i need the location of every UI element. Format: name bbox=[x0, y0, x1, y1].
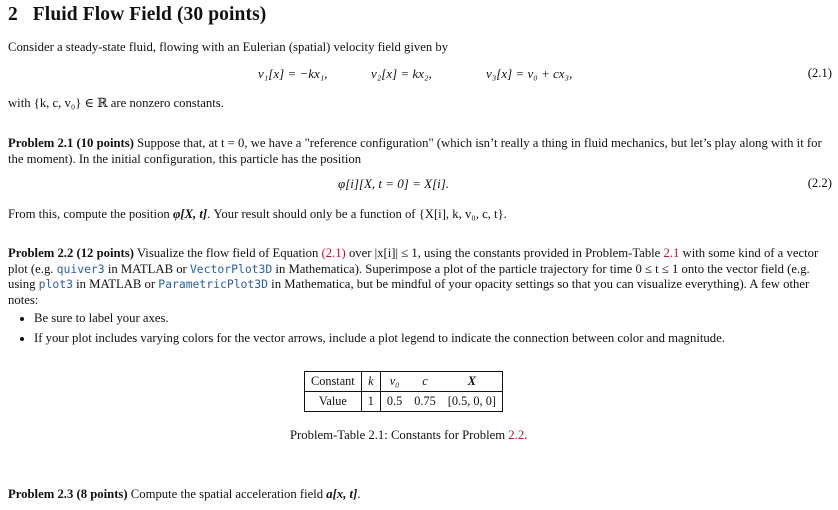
eq-v1: v₁[x] = −kx₁, bbox=[258, 66, 328, 81]
p22-text-7: in Mathematica, but be mindful of your opacity settings so that you can visualize everything). A few other notes: bbox=[8, 277, 810, 307]
table-header-cell: v₀ bbox=[380, 372, 408, 392]
section-number: 2 bbox=[8, 4, 18, 25]
intro-sentence: Consider a steady-state fluid, flowing with an Eulerian (spatial) velocity field given by bbox=[8, 40, 449, 54]
equation-ref-link[interactable]: (2.1) bbox=[321, 246, 346, 260]
caption-text: Problem-Table 2.1: Constants for Problem bbox=[290, 428, 509, 442]
problem-2-1-body: Suppose that, at t = 0, we have a "reference configuration" (which isn’t really a thing in fluid mechanics, but let’s play along with it for the moment). In the initial configuration, this particle has the position bbox=[8, 136, 822, 166]
table-header-cell: k bbox=[361, 372, 380, 392]
with-constants-line bbox=[8, 96, 834, 112]
table-header-cell: c bbox=[408, 372, 442, 392]
code-quiver3: quiver3 bbox=[56, 261, 105, 276]
constants-table bbox=[304, 371, 503, 412]
notes-list bbox=[8, 308, 834, 348]
p23-text: Compute the spatial acceleration field bbox=[130, 487, 327, 501]
problem-2-2-points: (12 points) bbox=[76, 246, 134, 260]
problem-2-1-instruction bbox=[8, 207, 834, 223]
p22-text-5: in Mathematica). Superimpose a plot of the particle trajectory for time 0 ≤ t ≤ 1 onto the vector field (e.g. using bbox=[8, 261, 810, 291]
equation-2-1 bbox=[8, 66, 834, 84]
p22-text-1: Visualize the flow field of Equation bbox=[136, 246, 322, 260]
eq-v2: v₂[x] = kx₂, bbox=[371, 66, 432, 81]
list-item: • If your plot includes varying colors for the vector arrows, include a plot legend to indicate the connection between color and magnitude. bbox=[34, 328, 834, 348]
problem-2-2-label: Problem 2.2 bbox=[8, 246, 74, 260]
section-title bbox=[8, 4, 266, 26]
problem-2-3-label: Problem 2.3 bbox=[8, 487, 74, 501]
with-constants-text: with {k, c, v₀} ∈ ℝ are nonzero constants. bbox=[8, 96, 224, 110]
table-row bbox=[305, 392, 503, 412]
code-parametricplot3d: ParametricPlot3D bbox=[158, 277, 268, 291]
table-cell: 0.5 bbox=[386, 394, 403, 408]
equation-2-2 bbox=[8, 176, 834, 194]
p22-text-6: in MATLAB or bbox=[72, 277, 159, 291]
eq-phi-initial: φ[i][X, t = 0] = X[i]. bbox=[338, 176, 450, 191]
eq-number-2-1: (2.1) bbox=[807, 66, 832, 80]
problem-2-1-points: (10 points) bbox=[76, 136, 134, 150]
page bbox=[8, 0, 834, 510]
acceleration-symbol: a[x, t] bbox=[326, 487, 358, 501]
instruction-text-a: From this, compute the position bbox=[8, 207, 173, 221]
section-heading: Fluid Flow Field (30 points) bbox=[32, 4, 267, 25]
p23-period: . bbox=[357, 487, 361, 501]
p22-text-2: over |x[i]| ≤ 1, using the constants provided in Problem-Table bbox=[345, 246, 664, 260]
table-cell: [0.5, 0, 0] bbox=[447, 394, 496, 408]
code-vectorplot3d: VectorPlot3D bbox=[189, 261, 273, 276]
table-header-cell: X bbox=[442, 372, 503, 392]
problem-2-1-text bbox=[8, 136, 834, 167]
phi-symbol: φ[X, t] bbox=[172, 207, 208, 221]
list-item: • Be sure to label your axes. bbox=[34, 308, 834, 328]
caption-problem-ref-link[interactable]: 2.2 bbox=[508, 428, 525, 442]
problem-2-3-points: (8 points) bbox=[76, 487, 128, 501]
eq-number-2-2: (2.2) bbox=[807, 176, 832, 190]
intro-text bbox=[8, 40, 834, 56]
table-header-cell: Constant bbox=[305, 372, 362, 392]
caption-period: . bbox=[524, 428, 528, 442]
problem-2-1-label: Problem 2.1 bbox=[8, 136, 74, 150]
table-cell: 1 bbox=[361, 392, 380, 412]
eq-v3: v₃[x] = v₀ + cx₃, bbox=[486, 66, 573, 81]
code-plot3: plot3 bbox=[38, 277, 73, 291]
problem-2-2-text bbox=[8, 246, 834, 308]
table-cell: 0.75 bbox=[414, 394, 436, 408]
table-caption bbox=[290, 428, 527, 443]
table-cell: Value bbox=[305, 392, 362, 412]
p22-text-4: in MATLAB or bbox=[104, 261, 190, 276]
table-ref-link[interactable]: 2.1 bbox=[663, 246, 680, 260]
problem-2-3-text bbox=[8, 487, 834, 503]
instruction-text-b: . Your result should only be a function of {X[i], k, v₀, c, t}. bbox=[207, 207, 507, 221]
p22-text-3: with some kind of a vector plot (e.g. bbox=[8, 246, 819, 276]
table-header-row bbox=[305, 372, 503, 392]
